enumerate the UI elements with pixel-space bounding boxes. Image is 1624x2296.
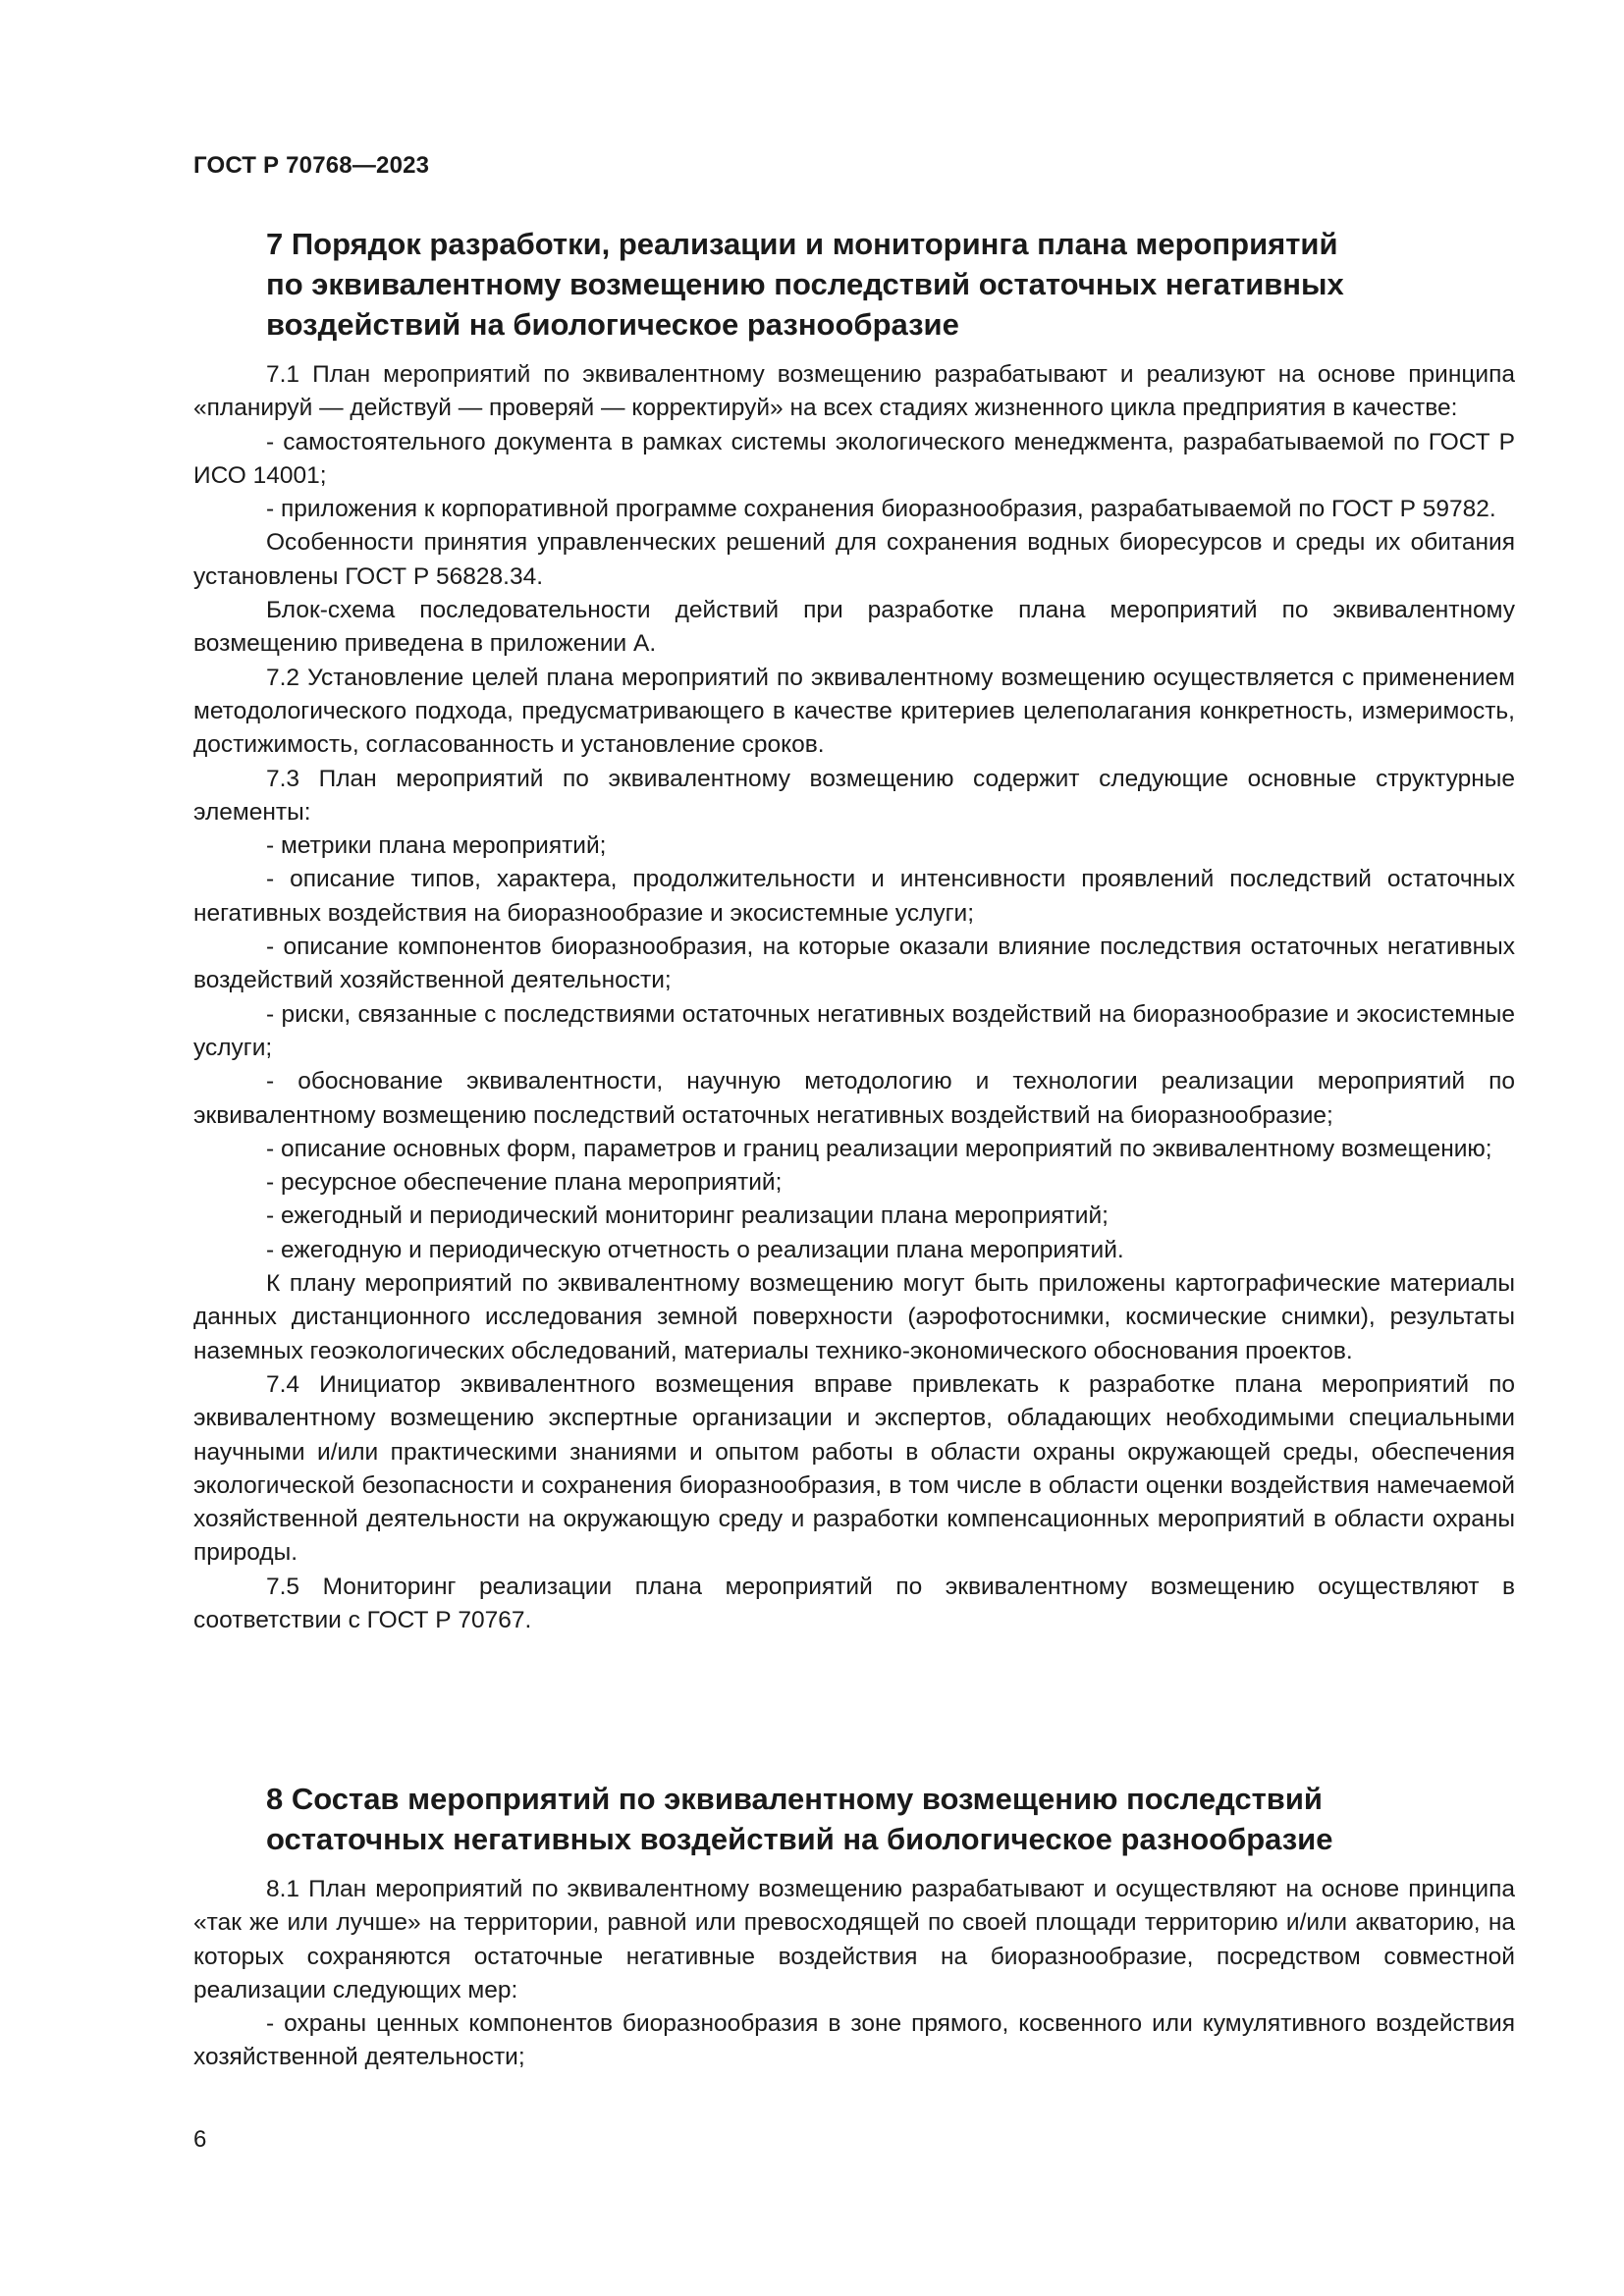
list-item: - ресурсное обеспечение плана мероприятий; [266,1169,783,1197]
list-item: - описание основных форм, параметров и границ реализации мероприятий по эквивалентному возмещению; [266,1135,1492,1162]
section-8-title-line: 8 Состав мероприятий по эквивалентному возмещению последствий [266,1782,1323,1816]
list-item: - самостоятельного документа в рамках системы экологического менеджмента, разрабатываемой по ГОСТ Р ИСО 14001; [193,428,1515,489]
list-item: - ежегодную и периодическую отчетность о реализации плана мероприятий. [266,1236,1124,1263]
paragraph-7-5: 7.5 Мониторинг реализации плана мероприятий по эквивалентному возмещению осуществляют в соответствии с ГОСТ Р 70767. [193,1573,1515,1633]
section-8-title-line: остаточных негативных воздействий на биологическое разнообразие [266,1822,1333,1856]
list-item: - приложения к корпоративной программе сохранения биоразнообразия, разрабатываемой по ГОСТ Р 59782. [266,496,1496,523]
list-item: - описание типов, характера, продолжительности и интенсивности проявлений последствий остаточных негативных воздействия на биоразнообразие и экосистемные услуги; [193,866,1515,927]
section-7 [193,224,1515,1637]
section-7-title [266,224,1515,345]
document-code-header: ГОСТ Р 70768—2023 [193,152,430,179]
list-item: - описание компонентов биоразнообразия, на которые оказали влияние последствия остаточных негативных воздействий хозяйственной деятельности; [193,934,1515,994]
list-item: - риски, связанные с последствиями остаточных негативных воздействий на биоразнообразие и экосистемные услуги; [193,1000,1515,1061]
section-7-title-line: 7 Порядок разработки, реализации и мониторинга плана мероприятий [266,227,1338,261]
paragraph-7-3: 7.3 План мероприятий по эквивалентному возмещению содержит следующие основные структурные элементы: [193,765,1515,826]
section-8-title [266,1779,1515,1859]
paragraph-7-4: 7.4 Инициатор эквивалентного возмещения вправе привлекать к разработке плана мероприятий по эквивалентному возмещению экспертные организации и экспертов, обладающих необходимыми специальными научными и/или практическими знаниями и опытом работы в области охраны окружающей среды, обеспечения экологической безопасности и сохранения биоразнообразия, в том числе в области оценки воздействия намечаемой хозяйственной деятельности на окружающую среду и разработки компенсационных мероприятий в области охраны природы. [193,1370,1515,1567]
section-8-body [193,1873,1515,2075]
section-7-title-line: по эквивалентному возмещению последствий остаточных негативных [266,267,1344,301]
section-7-title-line: воздействий на биологическое разнообразие [266,307,959,342]
paragraph: Блок-схема последовательности действий при разработке плана мероприятий по эквивалентному возмещению приведена в приложении А. [193,597,1515,658]
list-item: - ежегодный и периодический мониторинг реализации плана мероприятий; [266,1202,1109,1230]
section-8 [193,1779,1515,2075]
list-item: - охраны ценных компонентов биоразнообразия в зоне прямого, косвенного или кумулятивного воздействия хозяйственной деятельности; [193,2010,1515,2071]
page-number: 6 [193,2126,207,2153]
paragraph-7-2: 7.2 Установление целей плана мероприятий по эквивалентному возмещению осуществляется с применением методологического подхода, предусматривающего в качестве критериев целеполагания конкретность, измеримость, достижимость, согласованность и установление сроков. [193,664,1515,759]
paragraph: К плану мероприятий по эквивалентному возмещению могут быть приложены картографические материалы данных дистанционного исследования земной поверхности (аэрофотоснимки, космические снимки), результаты наземных геоэкологических обследований, материалы технико-экономического обоснования проектов. [193,1270,1515,1364]
paragraph: Особенности принятия управленческих решений для сохранения водных биоресурсов и среды их обитания установлены ГОСТ Р 56828.34. [193,529,1515,590]
list-item: - обоснование эквивалентности, научную методологию и технологии реализации мероприятий по эквивалентному возмещению последствий остаточных негативных воздействий на биоразнообразие; [193,1068,1515,1129]
section-7-body [193,358,1515,1637]
list-item: - метрики плана мероприятий; [266,832,607,860]
paragraph-7-1: 7.1 План мероприятий по эквивалентному возмещению разрабатывают и реализуют на основе принципа «планируй — действуй — проверяй — корректируй» на всех стадиях жизненного цикла предприятия в качестве: [193,361,1515,422]
paragraph-8-1: 8.1 План мероприятий по эквивалентному возмещению разрабатывают и осуществляют на основе принципа «так же или лучше» на территории, равной или превосходящей по своей площади территорию и/или акваторию, на которых сохраняются остаточные негативные воздействия на биоразнообразие, посредством совместной реализации следующих мер: [193,1876,1515,2003]
